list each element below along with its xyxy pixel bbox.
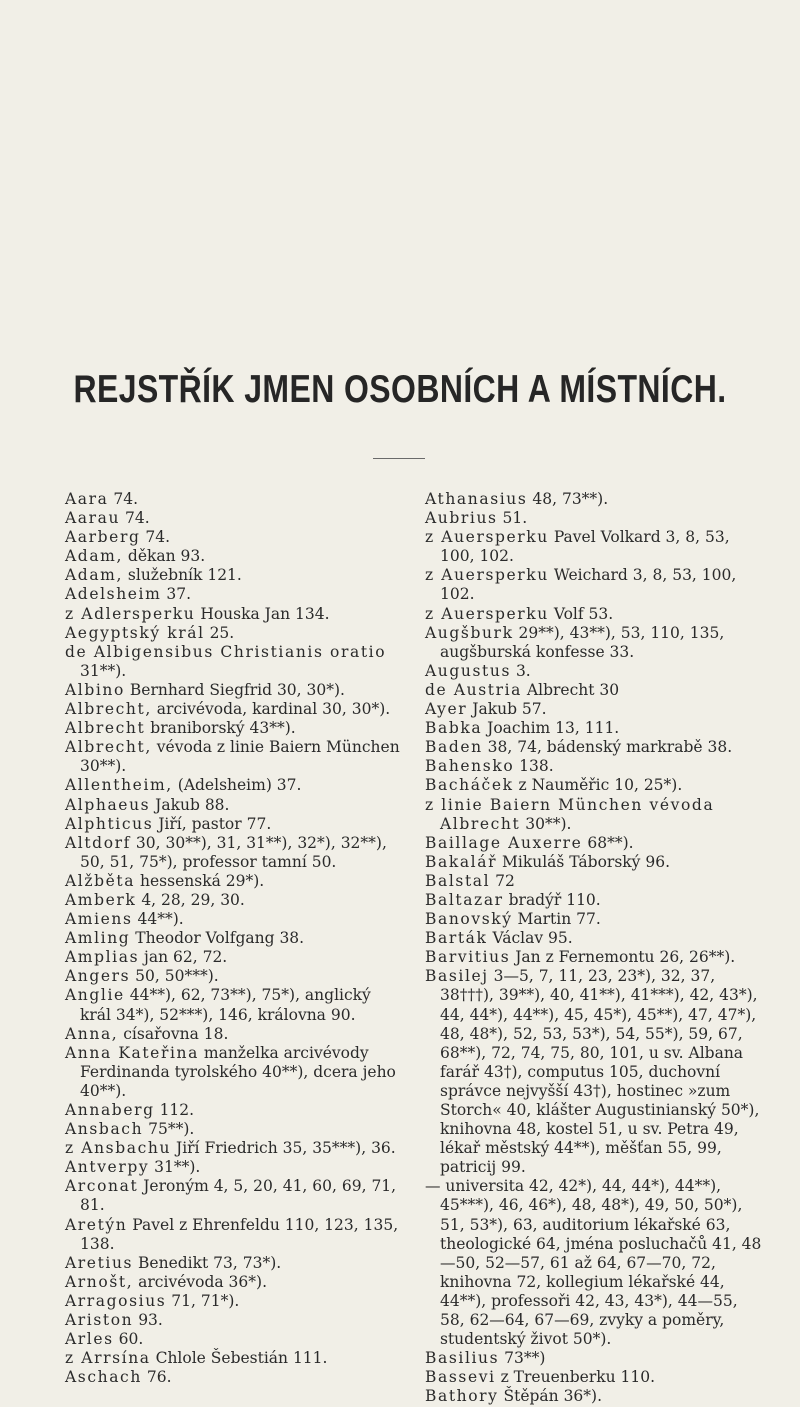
entry-references: 73**) — [499, 1349, 546, 1368]
entry-references: 4, 28, 29, 30. — [136, 890, 245, 909]
entry-references: 44**), 62, 73**), 75*), anglický král 34*), 52***), 146, královna 90. — [80, 986, 371, 1024]
entry-headword: Anglie — [65, 986, 125, 1005]
index-entry — [65, 528, 405, 547]
entry-headword: z Arrsína — [65, 1349, 151, 1368]
entry-headword: Ayer — [425, 700, 468, 719]
entry-references: Mikuláš Táborský 96. — [497, 852, 671, 871]
entry-references: děkan 93. — [122, 547, 206, 566]
entry-headword: Antverpy — [65, 1158, 150, 1177]
entry-references: Martin 77. — [512, 910, 601, 929]
index-entry — [65, 796, 405, 815]
entry-references: bradýř 110. — [503, 890, 601, 909]
index-entry — [65, 872, 405, 891]
entry-headword: Allentheim, — [65, 776, 173, 795]
index-entry — [65, 815, 405, 834]
index-entry — [425, 967, 765, 1177]
index-entry — [65, 776, 405, 795]
entry-headword: Angers — [65, 967, 131, 986]
entry-references: Jan z Fernemontu 26, 26**). — [510, 948, 736, 967]
entry-headword: z Adlersperku — [65, 604, 196, 623]
index-entry — [65, 585, 405, 604]
entry-references: arcivévoda, kardinal 30, 30*). — [151, 700, 391, 719]
entry-references: Pavel Volkard 3, 8, 53, 100, 102. — [440, 528, 730, 566]
entry-headword: Augšburk — [425, 623, 514, 642]
entry-references: Štěpán 36*). — [498, 1387, 603, 1406]
entry-references: Weichard 3, 8, 53, 100, 102. — [440, 566, 737, 604]
entry-references: Theodor Volfgang 38. — [130, 929, 305, 948]
entry-headword: Arles — [65, 1330, 114, 1349]
entry-references: hessenská 29*). — [135, 871, 265, 890]
entry-references: 71, 71*). — [166, 1291, 240, 1310]
entry-references: 51. — [497, 509, 528, 528]
index-entry — [65, 509, 405, 528]
entry-references: 3—5, 7, 11, 23, 23*), 32, 37, 38†††), 39**), 40, 41**), 41***), 42, 43*), 44, 44*), 44**), 45, 45*), 45**), 47, 47*), 48, 48*), 52, 53, 53*), 54, 55*), 59, 67, 68**), 72, 74, 75, 80, 101, u sv. Albana farář 43†), computus 105, duchovní správce nejvyšší 43†), hostinec »zum Storch« 40, klášter Augustinianský 50*), knihovna 48, kostel 51, u sv. Petra 49, lékař městský 44**), měšťan 55, 99, patricij 99. — [440, 967, 760, 1177]
entry-headword: Arconat — [65, 1177, 139, 1196]
entry-references: 30**). — [520, 814, 572, 833]
entry-references: Joachim 13, 111. — [482, 719, 620, 738]
entry-headword: Aretius — [65, 1253, 134, 1272]
entry-headword: Aschach — [65, 1368, 142, 1387]
index-entry — [65, 1177, 405, 1215]
entry-headword: Adam, — [65, 566, 123, 585]
index-entry — [425, 796, 765, 834]
index-column-left — [65, 490, 405, 1387]
index-entry — [65, 1273, 405, 1292]
index-entry — [65, 547, 405, 566]
entry-headword: Aarau — [65, 509, 121, 528]
index-entry — [65, 948, 405, 967]
entry-references: Albrecht 30 — [522, 680, 620, 699]
index-entry — [425, 528, 765, 566]
entry-headword: Baillage Auxerre — [425, 833, 583, 852]
entry-headword: Aubrius — [425, 509, 498, 528]
entry-headword: Amberk — [65, 890, 137, 909]
entry-references: 60. — [113, 1330, 144, 1349]
index-entry — [65, 891, 405, 910]
entry-references: 72 — [490, 871, 515, 890]
entry-headword: Ariston — [65, 1311, 134, 1330]
entry-references: Benedikt 73, 73*). — [133, 1253, 282, 1272]
entry-references: z Nauměřic 10, 25*). — [513, 776, 683, 795]
entry-headword: Albino — [65, 680, 125, 699]
entry-references: 68**). — [582, 833, 634, 852]
entry-references: 75**). — [143, 1120, 195, 1139]
index-entry — [65, 986, 405, 1024]
entry-references: Pavel z Ehrenfeldu 110, 123, 135, 138. — [80, 1215, 399, 1253]
entry-references: vévoda z linie Baiern München 30**). — [80, 738, 400, 776]
entry-headword: Altdorf — [65, 833, 131, 852]
entry-headword: Ansbach — [65, 1120, 144, 1139]
entry-headword: Amplias — [65, 948, 140, 967]
entry-references: 31**). — [80, 661, 127, 680]
entry-headword: Alphaeus — [65, 795, 151, 814]
index-entry — [65, 1216, 405, 1254]
entry-headword: z Auersperku — [425, 566, 549, 585]
index-entry — [65, 1158, 405, 1177]
entry-references: 112. — [154, 1101, 195, 1119]
entry-headword: Augustus — [425, 661, 512, 680]
entry-references: 44**). — [132, 910, 184, 929]
entry-headword: Amling — [65, 929, 131, 948]
entry-headword: Albrecht, — [65, 738, 152, 757]
index-entry — [425, 853, 765, 872]
entry-references: arcivévoda 36*). — [133, 1272, 268, 1291]
entry-headword: Amiens — [65, 910, 133, 929]
index-entry — [425, 948, 765, 967]
index-entry — [425, 1368, 765, 1387]
index-column-right — [425, 490, 765, 1407]
entry-references: jan 62, 72. — [139, 948, 228, 967]
index-entry — [65, 1311, 405, 1330]
entry-references: Bernhard Siegfrid 30, 30*). — [124, 680, 345, 699]
entry-references: 29**), 43**), 53, 110, 135, augšburská konfesse 33. — [440, 623, 725, 661]
entry-references: Chlole Šebestián 111. — [150, 1349, 328, 1368]
entry-references: služebník 121. — [122, 566, 242, 585]
entry-references: 48, 73**). — [527, 490, 609, 508]
entry-references: Václav 95. — [487, 929, 573, 948]
index-entry — [425, 738, 765, 757]
entry-headword: z Auersperku — [425, 528, 549, 547]
index-entry — [425, 624, 765, 662]
title-divider — [373, 458, 425, 459]
index-entry — [425, 929, 765, 948]
entry-headword: Alžběta — [65, 871, 136, 890]
entry-headword: Aretýn — [65, 1215, 128, 1234]
entry-references: — universita 42, 42*), 44, 44*), 44**), 45***), 46, 46*), 48, 48*), 49, 50, 50*), 51, 53*), 63, auditorium lékařské 63, theologické 64, jména posluchačů 41, 48—50, 52—57, 61 až 64, 67—70, 72, knihovna 72, kollegium lékařské 44, 44**), professoři 42, 43, 43*), 44—55, 58, 62—64, 67—69, zvyky a poměry, studentský život 50*). — [425, 1177, 762, 1349]
index-entry — [65, 566, 405, 585]
entry-headword: Anna Kateřina — [65, 1043, 199, 1062]
entry-headword: Barvitius — [425, 948, 511, 967]
entry-references: Jeroným 4, 5, 20, 41, 60, 69, 71, 81. — [80, 1177, 397, 1215]
index-entry — [425, 700, 765, 719]
entry-references: (Adelsheim) 37. — [172, 776, 302, 795]
index-entry — [425, 891, 765, 910]
entry-headword: de Albigensibus Christianis oratio — [65, 642, 387, 661]
index-entry — [65, 1139, 405, 1158]
entry-headword: Athanasius — [425, 490, 528, 508]
index-entry — [425, 910, 765, 929]
entry-headword: Albrecht, — [65, 700, 152, 719]
index-entry — [425, 605, 765, 624]
index-entry — [425, 757, 765, 776]
entry-references: braniborský 43**). — [145, 719, 296, 738]
entry-headword: Balstal — [425, 871, 491, 890]
entry-references: 30, 30**), 31, 31**), 32*), 32**), 50, 51, 75*), professor tamní 50. — [80, 833, 387, 871]
entry-references: Jakub 88. — [150, 795, 230, 814]
index-entry — [425, 872, 765, 891]
entry-headword: Aarberg — [65, 528, 141, 547]
entry-headword: Annaberg — [65, 1101, 155, 1119]
entry-headword: Bakalář — [425, 852, 498, 871]
index-entry — [65, 681, 405, 700]
index-entry — [425, 662, 765, 681]
entry-headword: z Ansbachu — [65, 1139, 172, 1158]
entry-references: 3. — [511, 661, 531, 680]
entry-headword: Albrecht — [65, 719, 146, 738]
entry-references: 50, 50***). — [130, 967, 219, 986]
index-entry — [65, 910, 405, 929]
entry-references: 74. — [120, 509, 150, 528]
entry-headword: Banovský — [425, 910, 513, 929]
index-entry — [425, 490, 765, 509]
entry-references: Jiří, pastor 77. — [153, 814, 272, 833]
entry-headword: Aegyptský král — [65, 623, 205, 642]
entry-headword: Alphticus — [65, 814, 154, 833]
index-entry — [65, 1349, 405, 1368]
entry-references: Houska Jan 134. — [195, 604, 330, 623]
entry-references: císařovna 18. — [118, 1024, 229, 1043]
index-entry — [65, 738, 405, 776]
entry-headword: z Auersperku — [425, 604, 549, 623]
entry-headword: Adelsheim — [65, 585, 162, 604]
entry-headword: Bathory — [425, 1387, 499, 1406]
entry-references: 38, 74, bádenský markrabě 38. — [482, 738, 733, 757]
entry-references: z Treuenberku 110. — [495, 1368, 656, 1387]
entry-references: 37. — [161, 585, 191, 604]
index-entry — [65, 700, 405, 719]
page-title: REJSTŘÍK JMEN OSOBNÍCH A MÍSTNÍCH. — [73, 368, 727, 411]
entry-headword: Bassevi — [425, 1368, 496, 1387]
index-entry — [425, 719, 765, 738]
entry-references: 76. — [141, 1368, 172, 1387]
entry-references: 138. — [514, 757, 554, 776]
index-entry — [425, 509, 765, 528]
index-entry — [425, 681, 765, 700]
entry-headword: Aara — [65, 490, 109, 508]
entry-references: 74. — [108, 490, 139, 508]
index-entry — [425, 1387, 765, 1406]
index-entry — [65, 490, 405, 509]
index-entry — [65, 1330, 405, 1349]
index-entry — [65, 1044, 405, 1101]
entry-references: Volf 53. — [548, 604, 614, 623]
entry-headword: Bahensko — [425, 757, 515, 776]
index-entry — [65, 624, 405, 643]
index-entry — [65, 1101, 405, 1120]
index-entry — [425, 1349, 765, 1368]
entry-references: Jiří Friedrich 35, 35***), 36. — [171, 1139, 396, 1158]
index-entry — [65, 929, 405, 948]
index-entry — [65, 967, 405, 986]
entry-headword: Anna, — [65, 1024, 119, 1043]
entry-headword: Arragosius — [65, 1291, 167, 1310]
entry-headword: de Austria — [425, 680, 522, 699]
index-entry — [425, 1177, 765, 1349]
entry-headword: Baden — [425, 738, 483, 757]
entry-headword: Adam, — [65, 547, 123, 566]
entry-references: Jakub 57. — [467, 700, 547, 719]
entry-headword: Barták — [425, 929, 488, 948]
index-entry — [65, 1120, 405, 1139]
entry-references: 25. — [204, 623, 235, 642]
index-entry — [425, 566, 765, 604]
entry-references: 74. — [140, 528, 171, 547]
index-entry — [65, 719, 405, 738]
index-entry — [65, 1292, 405, 1311]
entry-headword: Arnošt, — [65, 1272, 134, 1291]
entry-headword: Bacháček — [425, 776, 514, 795]
index-entry — [65, 1254, 405, 1273]
index-entry — [65, 1368, 405, 1387]
entry-headword: Basilej — [425, 967, 489, 986]
index-entry — [65, 643, 405, 681]
entry-headword: Babka — [425, 719, 483, 738]
index-entry — [65, 605, 405, 624]
entry-references: manželka arcivévody Ferdinanda tyrolského 40**), dcera jeho 40**). — [80, 1043, 396, 1100]
entry-headword: Baltazar — [425, 890, 504, 909]
index-entry — [425, 776, 765, 795]
index-entry — [65, 1025, 405, 1044]
entry-headword: Basilius — [425, 1349, 500, 1368]
entry-headword: z linie Baiern München vévoda Albrecht — [425, 795, 715, 833]
entry-references: 93. — [133, 1311, 163, 1330]
entry-references: 31**). — [149, 1158, 201, 1177]
index-entry — [425, 834, 765, 853]
index-entry — [65, 834, 405, 872]
